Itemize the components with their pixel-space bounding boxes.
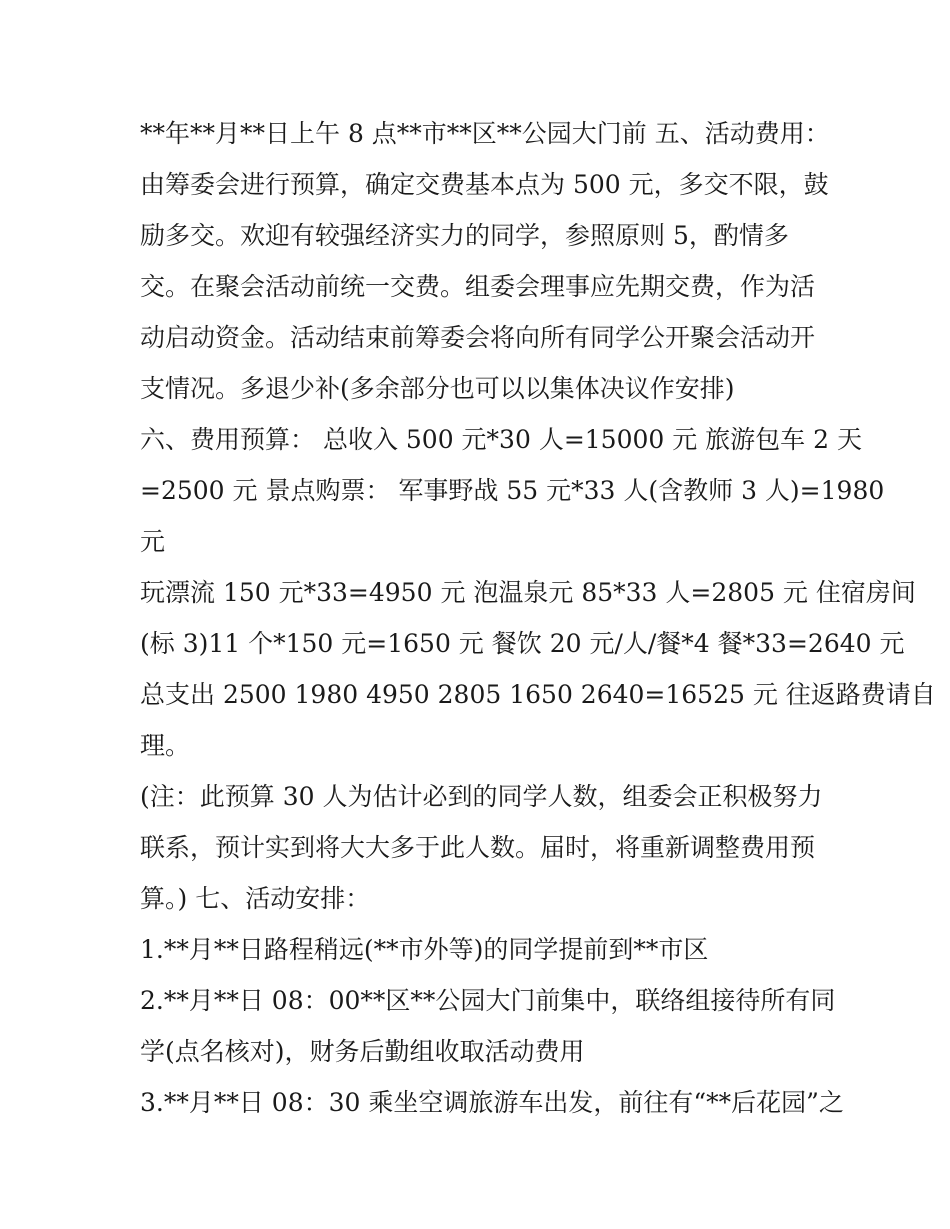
text-line: 六、费用预算： 总收入 500 元*30 人=15000 元 旅游包车 2 天 — [140, 425, 862, 454]
text-line: (标 3)11 个*150 元=1650 元 餐饮 20 元/人/餐*4 餐*33=2640 元 — [140, 629, 905, 658]
text-line: 总支出 2500 1980 4950 2805 1650 2640=16525 元 往返路费请自 — [140, 680, 936, 709]
text-line: 理。 — [140, 731, 191, 760]
text-line: **年**月**日上午 8 点**市**区**公园大门前 五、活动费用： — [140, 119, 830, 148]
text-line: 2.**月**日 08：00**区**公园大门前集中，联络组接待所有同 — [140, 986, 836, 1015]
text-line: 由筹委会进行预算，确定交费基本点为 500 元，多交不限，鼓 — [140, 170, 829, 199]
text-line: 3.**月**日 08：30 乘坐空调旅游车出发，前往有“**后花园”之 — [140, 1088, 844, 1117]
text-line: 元 — [140, 527, 166, 556]
text-line: 励多交。欢迎有较强经济实力的同学，参照原则 5，酌情多 — [140, 221, 789, 250]
document-body — [140, 108, 936, 1128]
text-line: 算。) 七、活动安排： — [140, 884, 371, 913]
text-line: =2500 元 景点购票： 军事野战 55 元*33 人(含教师 3 人)=1980 — [140, 476, 885, 505]
text-line: 联系，预计实到将大大多于此人数。届时，将重新调整费用预 — [140, 833, 816, 862]
text-line: (注：此预算 30 人为估计必到的同学人数，组委会正积极努力 — [140, 782, 823, 811]
text-line: 1.**月**日路程稍远(**市外等)的同学提前到**市区 — [140, 935, 709, 964]
text-line: 动启动资金。活动结束前筹委会将向所有同学公开聚会活动开 — [140, 323, 816, 352]
text-line: 支情况。多退少补(多余部分也可以以集体决议作安排) — [140, 374, 735, 403]
text-line: 玩漂流 150 元*33=4950 元 泡温泉元 85*33 人=2805 元 住宿房间 — [140, 578, 916, 607]
text-line: 学(点名核对)，财务后勤组收取活动费用 — [140, 1037, 585, 1066]
text-line: 交。在聚会活动前统一交费。组委会理事应先期交费，作为活 — [140, 272, 816, 301]
